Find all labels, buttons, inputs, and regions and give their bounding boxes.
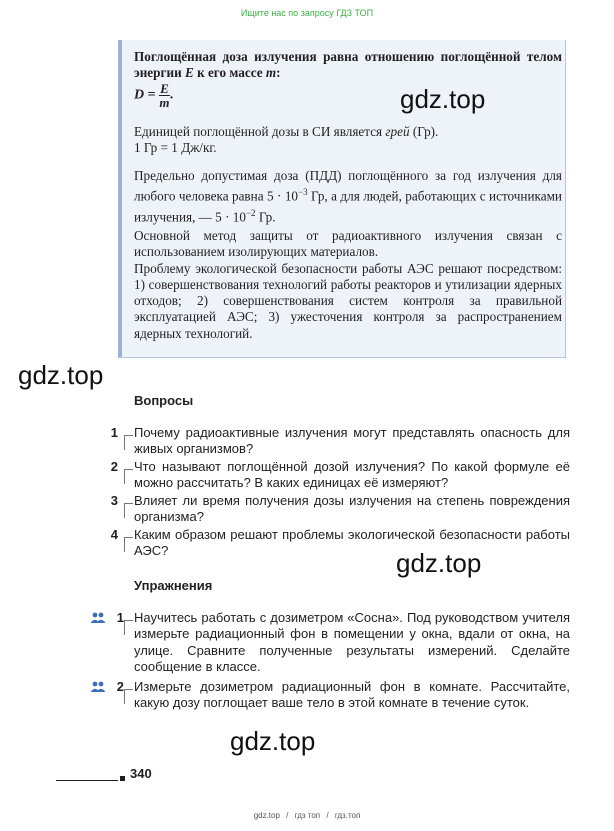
bracket-mark [124,435,133,450]
exercises-title: Упражнения [134,578,213,593]
question-number: 2 [110,459,118,474]
summary-p1: Поглощённая доза излучения равна отношению поглощённой телом энергии E к его массе m: [134,49,562,81]
footer-link[interactable]: гдз.топ [334,811,361,820]
top-search-link[interactable]: Ищите нас по запросу ГДЗ ТОП [240,8,374,18]
bracket-mark [124,469,133,484]
question-number: 3 [110,493,118,508]
watermark: gdz.top [18,360,104,390]
bracket-mark [124,620,133,635]
summary-p3: Предельно допустимая доза (ПДД) поглощённого за год излучения для любого человека равна $5 \cdot 10^{-3}$ Гр, а для людей, работающих с источниками излучения, — $5 \cdot 10^{-2}$ Гр. [134,168,562,225]
dose-formula: D = $\frac{E}{m}$ . [134,81,174,110]
footer-link[interactable]: гдз топ [294,811,321,820]
page-rule [56,780,118,781]
exercise-text: Измерьте дозиметром радиационный фон в комнате. Рассчитайте, какую дозу поглощает ваше тело в этой комнате в течение суток. [134,679,570,711]
exercise-number: 1 [116,610,124,625]
exercise-item [56,679,576,731]
exercise-text: Научитесь работать с дозиметром «Сосна». Под руководством учителя измерьте радиационный фон в помещении у окна, вдали от окна, на улице. Сравните полученные результаты измерений. Сделайте сообщение в классе. [134,610,570,675]
watermark: gdz.top [230,726,316,756]
watermark: gdz.top [396,548,482,578]
page-marker [120,776,125,781]
question-item [56,493,576,527]
question-text: Почему радиоактивные излучения могут представлять опасность для живых организмов? [134,425,570,457]
summary-p2: Единицей поглощённой дозы в СИ является грей (Гр). 1 Гр = 1 Дж/кг. [134,124,439,156]
question-number: 4 [110,527,118,542]
question-text: Каким образом решают проблемы экологической безопасности работы АЭС? [134,527,570,559]
footer-separator: / [286,811,289,820]
question-number: 1 [110,425,118,440]
question-text: Влияет ли время получения дозы излучения на степень повреждения организма? [134,493,570,525]
bracket-mark [124,689,133,704]
footer-link[interactable]: gdz.top [253,811,280,820]
question-item [56,527,576,561]
question-text: Что называют поглощённой дозой излучения? По какой формуле её можно рассчитать? В каких единицах её измеряют? [134,459,570,491]
watermark: gdz.top [400,84,486,114]
summary-box-rule [118,40,122,357]
summary-p4: Основной метод защиты от радиоактивного излучения связан с использованием изолирующих материалов. Проблему экологической безопасности работы АЭС решают посредством: 1) совершенствования технологий работы реакторов и утилизации ядерных отходов; 2) совершенствования систем контроля за правильной эксплуатацией АЭС; 3) ужесточения контроля за распространением ядерных технологий. [134,228,562,341]
footer-separator: / [326,811,329,820]
page-number: 340 [130,766,152,781]
question-item [56,459,576,493]
questions-title: Вопросы [134,393,194,408]
exercise-item [56,610,576,678]
bracket-mark [124,537,133,552]
footer-links [0,811,614,820]
exercise-number: 2 [116,679,124,694]
formula-fraction: $\frac{E}{m}$ [159,81,170,110]
bracket-mark [124,503,133,518]
question-item [56,425,576,459]
